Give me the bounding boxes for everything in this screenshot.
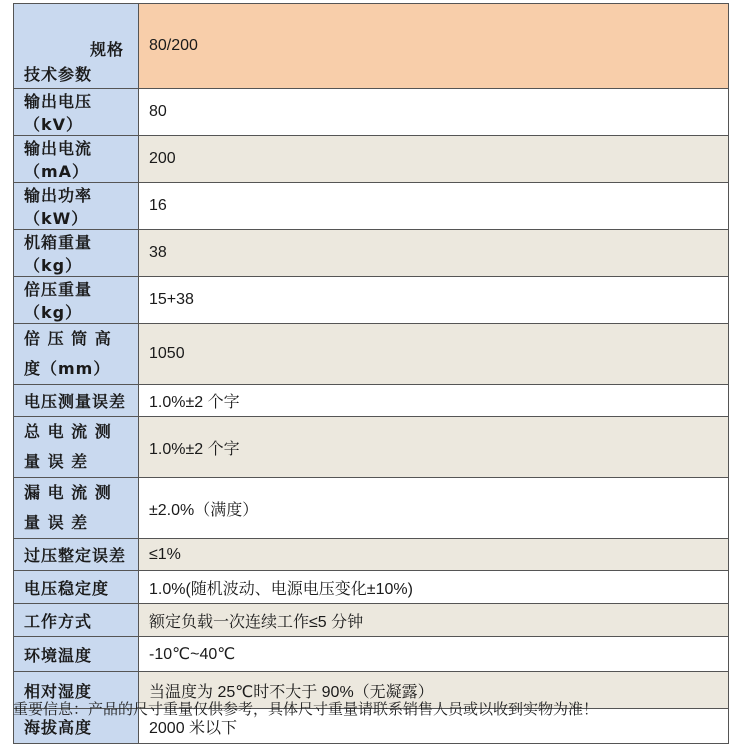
row-key: 海拔高度 [14, 709, 139, 744]
row-key: 输出功率（kW） [14, 183, 139, 230]
row-value: 80 [139, 89, 729, 136]
row-key: 输出电压（kV） [14, 89, 139, 136]
row-value: 1.0%±2 个字 [139, 417, 729, 478]
table-row [14, 324, 729, 385]
header-spec-label: 规格 [89, 40, 124, 59]
header-param-label: 技术参数 [24, 65, 93, 84]
row-key: 过压整定误差 [14, 539, 139, 571]
row-value: 200 [139, 136, 729, 183]
table-row [14, 637, 729, 672]
row-key: 工作方式 [14, 604, 139, 637]
table-row [14, 183, 729, 230]
row-value: 1050 [139, 324, 729, 385]
footnote: 重要信息：产品的尺寸重量仅供参考，具体尺寸重量请联系销售人员或以收到实物为准！ [13, 700, 599, 718]
table-row [14, 478, 729, 539]
table-row [14, 385, 729, 417]
row-key: 总 电 流 测 量 误 差 [14, 417, 139, 478]
row-value: 38 [139, 230, 729, 277]
row-key: 环境温度 [14, 637, 139, 672]
table-row [14, 604, 729, 637]
row-value: ≤1% [139, 539, 729, 571]
table-row [14, 539, 729, 571]
table-row [14, 89, 729, 136]
row-value: -10℃~40℃ [139, 637, 729, 672]
row-key: 倍 压 筒 高 度（mm） [14, 324, 139, 385]
row-value: ±2.0%（满度） [139, 478, 729, 539]
row-value: 当温度为 25℃时不大于 90%（无凝露） [139, 672, 729, 709]
table-row [14, 417, 729, 478]
row-key: 相对湿度 [14, 672, 139, 709]
table-row [14, 230, 729, 277]
row-key: 电压测量误差 [14, 385, 139, 417]
row-value: 1.0%±2 个字 [139, 385, 729, 417]
row-value: 2000 米以下 [139, 709, 729, 744]
row-value: 1.0%(随机波动、电源电压变化±10%) [139, 571, 729, 604]
header-key-cell [14, 4, 139, 89]
row-value: 15+38 [139, 277, 729, 324]
row-key: 输出电流（mA） [14, 136, 139, 183]
spec-table [13, 3, 729, 744]
table-row [14, 571, 729, 604]
row-key: 电压稳定度 [14, 571, 139, 604]
table-row [14, 277, 729, 324]
row-value: 额定负载一次连续工作≤5 分钟 [139, 604, 729, 637]
table-row [14, 136, 729, 183]
row-key: 漏 电 流 测 量 误 差 [14, 478, 139, 539]
table-header-row [14, 4, 729, 89]
row-key: 机箱重量（kg） [14, 230, 139, 277]
header-value-cell: 80/200 [139, 4, 729, 89]
row-key: 倍压重量（kg） [14, 277, 139, 324]
row-value: 16 [139, 183, 729, 230]
